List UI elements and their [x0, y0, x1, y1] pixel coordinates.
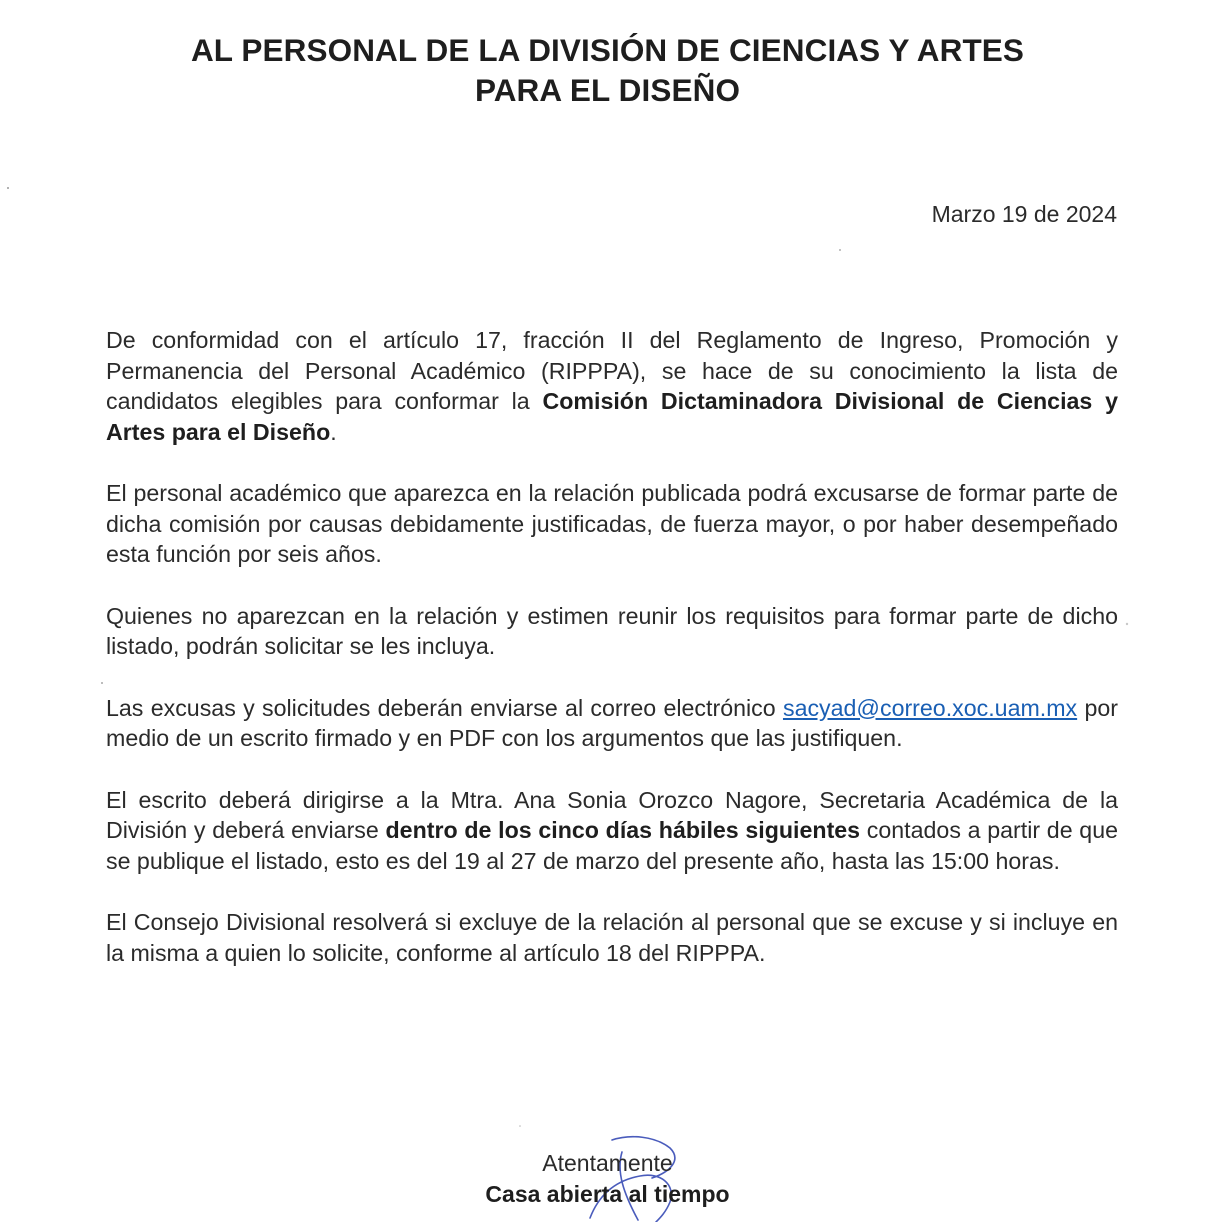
- title-line-2: PARA EL DISEÑO: [474, 72, 741, 108]
- salutation: Atentamente: [542, 1150, 673, 1176]
- paragraph-5-text: El escrito deberá dirigirse a la Mtra. Ana Sonia Orozco Nagore, Secretaria Académica de la División y deberá enviarse: [106, 786, 1118, 843]
- email-link[interactable]: sacyad@correo.xoc.uam.mx: [782, 694, 1078, 721]
- paragraph-1-bold: Comisión Dictaminadora Divisional de Ciencias y Artes para el Diseño: [106, 388, 1119, 445]
- paragraph-4-end: por medio de un escrito firmado y en PDF con los argumentos que las justifiquen.: [106, 694, 1118, 751]
- paragraph-4: [106, 693, 1118, 754]
- paragraph-6: El Consejo Divisional resolverá si excluye de la relación al personal que se excuse y si incluye en la misma a quien lo solicite, conforme al artículo 18 del RIPPPA.: [106, 909, 1118, 966]
- document-date: Marzo 19 de 2024: [931, 201, 1117, 227]
- paragraph-5: [106, 785, 1118, 877]
- paragraph-1-text: De conformidad con el artículo 17, fracción II del Reglamento de Ingreso, Promoción y Permanencia del Personal Académico (RIPPPA), se hace de su conocimiento la lista de candidatos elegibles para conformar la: [106, 327, 1118, 414]
- institutional-motto: Casa abierta al tiempo: [485, 1181, 730, 1207]
- paragraph-3: Quienes no aparezcan en la relación y estimen reunir los requisitos para formar parte de dicho listado, podrán solicitar se les incluya.: [106, 602, 1118, 659]
- paragraph-1-end: .: [330, 418, 337, 445]
- paragraph-2: El personal académico que aparezca en la relación publicada podrá excusarse de formar parte de dicha comisión por causas debidamente justificadas, de fuerza mayor, o por haber desempeñado esta función por seis años.: [106, 480, 1118, 567]
- title-line-1: AL PERSONAL DE LA DIVISIÓN DE CIENCIAS Y ARTES: [190, 32, 1025, 68]
- document-title: [0, 30, 1215, 110]
- paragraph-1: [106, 325, 1118, 447]
- document-body: [106, 325, 1118, 999]
- closing-block: [0, 1148, 1215, 1210]
- paragraph-5-bold: dentro de los cinco días hábiles siguientes: [385, 817, 861, 843]
- paragraph-5-end: contados a partir de que se publique el listado, esto es del 19 al 27 de marzo del presente año, hasta las 15:00 horas.: [106, 817, 1118, 874]
- paragraph-4-text: Las excusas y solicitudes deberán enviarse al correo electrónico: [106, 694, 783, 721]
